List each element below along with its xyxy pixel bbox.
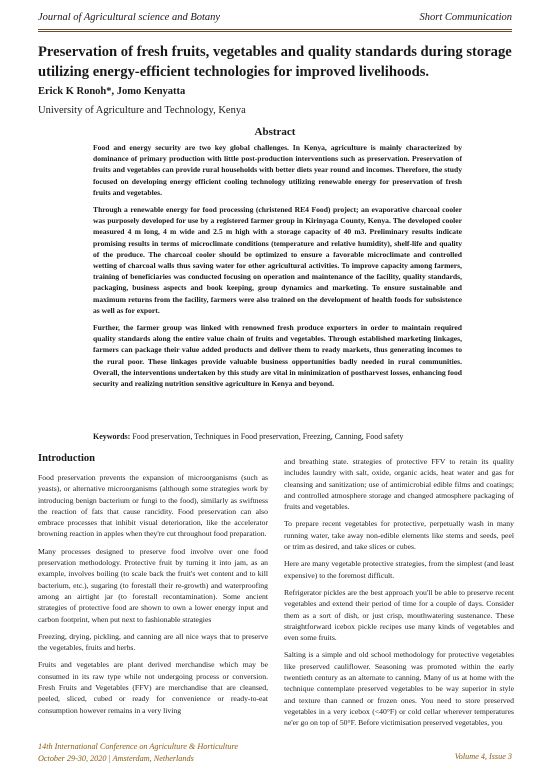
abstract-paragraph: Through a renewable energy for food processing (christened RE4 Food) project; an evaporative charcoal cooler was purposely developed for use by a registered farmer group in Kirinyaga County, Kenya. The developed cooler measured 4 m long, 4 m wide and 2.5 m high with a storage capacity of 40 m3. Preliminary results indicate promising results in terms of microclimate conditions (temperature and relative humidity), shelf-life and quality of the produce. The charcoal cooler should be optimized to ensure a favorable microclimate and controlled wetting of charcoal walls thus saving water for other agricultural activities. To improve capacity among farmers, training of beneficiaries was conducted focusing on operation and maintenance of the facility, quality standards, packaging, business aspects and book keeping, group dynamics and marketing. To ensure sustainable and maximum returns from the facility, farmers were also trained on the development of health foods for subsistence as well as for export. [93,205,462,315]
conference-name: 14th International Conference on Agriculture & Horticulture [38,742,238,751]
article-title: Preservation of fresh fruits, vegetables and quality standards during storage utilizing energy-efficient technologies for improved livelihoods. [38,44,512,80]
keywords-text: Food preservation, Techniques in Food preservation, Freezing, Canning, Food safety [130,432,404,441]
body-paragraph: and breathing state. strategies of protective FFV to retain its quality includes laundry with salt, oxide, organic acids, heat water and gas for cleansing and sanitization; use of antimicrobial edible films and coatings; and controlled atmosphere storage and changed atmosphere packaging of fruits and vegetables. [284,457,514,512]
keywords [93,432,473,441]
body-paragraph: Here are many vegetable protective strategies, from the simplest (and least expensive) to the foremost difficult. [284,559,514,580]
paper-page [38,0,512,777]
conference-date-place: October 29-30, 2020 | Amsterdam, Netherlands [38,753,194,763]
journal-name: Journal of Agricultural science and Botany [38,12,221,23]
body-paragraph: Salting is a simple and old school methodology for protective vegetables like preserved cauliflower. Seasoning was promoted within the early twentieth century as an alternate to canning. Many of us at home with the technique contemplate preserved vegetables to be way superior in style and texture than canned or frozen ones. You need to store preserved vegetables in a very icebox (<40°F) or cold cellar wherever temperatures ne'er go on top of 50°F. Before victimisation preserved vegetables, you [284,650,514,728]
body-paragraph: Food preservation prevents the expansion of microorganisms (such as yeasts), or alternative microorganisms (although some strategies work by introducing benign bacterium or fungi to the food), similarly as swiftness the reaction of fats that cause rancidity. Food preservation can also embrace processes that inhibit visual deterioration, like the accelerator browning reaction in apples when they're cut throughout food preparation. [38,473,268,539]
author-list: Erick K Ronoh*, Jomo Kenyatta [38,86,186,97]
running-header [38,12,512,23]
header-divider [38,29,512,32]
section-heading: Introduction [38,453,95,464]
article-type: Short Communication [419,12,512,23]
abstract-body [93,142,462,395]
body-paragraph: Refrigerator pickles are the best approach you'll be able to preserve recent vegetables and extend their period of time for a couple of days. Consider them as a sort of dish, or just crisp, mouthwatering sustenance. These straightforward icebox pickle recipes use many kinds of vegetables and even some fruits. [284,587,514,643]
abstract-paragraph: Further, the farmer group was linked with renowned fresh produce exporters in order to maintain required quality standards along the entire value chain of fruits and vegetables. Through established marketing linkages, farmers can package their value added products and deliver them to ready markets, thus generating incomes to the rural poor. These linkages provide valuable business opportunities badly needed in rural communities. Overall, the interventions undertaken by this study are vital in minimization of postharvest losses, enhancing food security and realizing nutrition sensitive agriculture in Kenya and beyond. [93,323,462,389]
body-paragraph: Many processes designed to preserve food involve over one food preservation methodology. Protective fruit by turning it into jam, as an example, involves boiling (to scale back the fruit's wet content and to kill bacterium, etc.), sugaring (to forestall their re-growth) and waterproofing among an airtight jar (to forestall recontamination). Some ancient strategies of protective food are shown to own a lower energy input and carbon footprint, when put next to fashionable strategies [38,546,268,624]
keywords-label: Keywords: [93,432,131,441]
footer-conference [38,741,238,764]
abstract-paragraph: Food and energy security are two key global challenges. In Kenya, agriculture is mainly characterized by dominance of primary production with little post-production interventions such as preservation. Preservation of fruits and vegetables can provide rural households with better diets year round and incomes. Therefore, the study focused on developing energy efficient cooling technology utilizing renewable energy for preservation of fresh fruits and vegetables. [93,143,462,197]
body-paragraph: Fruits and vegetables are plant derived merchandise which may be consumed in its raw type while not undergoing process or conversion. Fresh Fruits and Vegetables (FFV) are merchandise that are cleansed, peeled, sliced, cubed or ready for convenience or ready-to-eat consumption however remains in a very living [38,660,268,715]
footer-volume: Volume 4, Issue 3 [454,752,512,761]
affiliation: University of Agriculture and Technology, Kenya [38,105,246,116]
left-column [38,452,268,722]
body-paragraph: To prepare recent vegetables for protective, perpetually wash in many running water, take away non-edible elements like stems and seeds, peel or trim as desired, and take slices or cubes. [284,519,514,552]
body-paragraph: Freezing, drying, pickling, and canning are all nice ways that to preserve the vegetables, fruits and herbs. [38,631,268,653]
abstract-heading: Abstract [254,126,296,138]
right-column [284,456,514,735]
